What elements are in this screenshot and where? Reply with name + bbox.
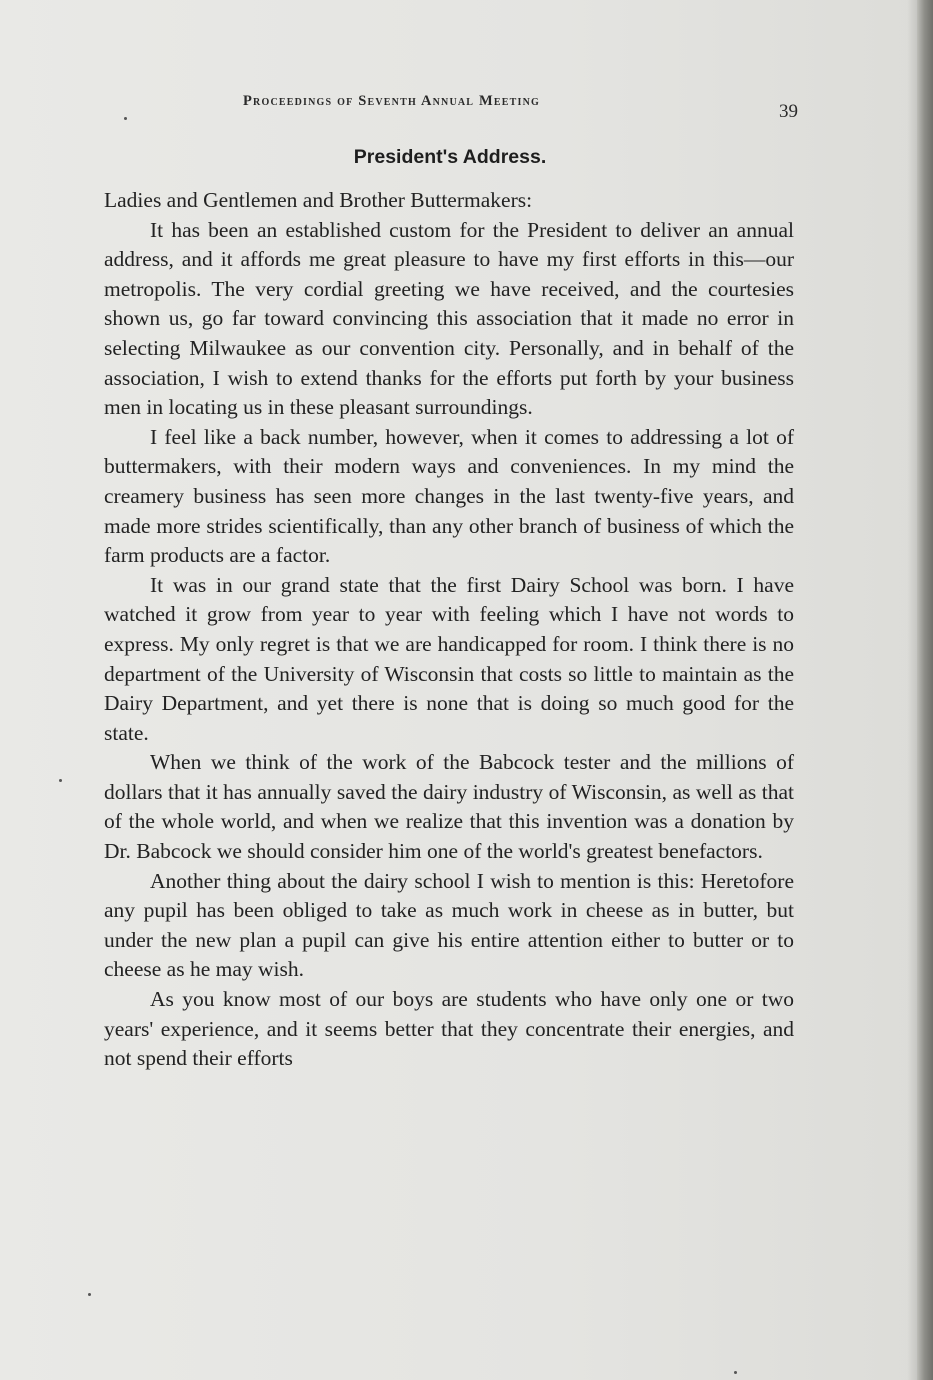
- salutation: Ladies and Gentlemen and Brother Buttermakers:: [104, 188, 533, 212]
- paper-speck: [734, 1371, 737, 1374]
- binding-edge: [917, 0, 933, 1380]
- body-text: [104, 186, 794, 1074]
- page-number: 39: [779, 101, 798, 122]
- paragraph-1: It has been an established custom for the President to deliver an annual address, and it affords me great pleasure to have my first efforts in this—our metropolis. The very cordial greeting we have received, and the courtesies shown us, go far toward convincing this association that it made no error in selecting Milwaukee as our convention city. Personally, and in behalf of the association, I wish to extend thanks for the efforts put forth by your business men in locating us in these pleasant surroundings.: [104, 217, 794, 420]
- running-head: Proceedings of Seventh Annual Meeting: [243, 93, 540, 109]
- paragraph-5: Another thing about the dairy school I wish to mention is this: Heretofore any pupil has been obliged to take as much work in cheese as in butter, but under the new plan a pupil can give his entire attention either to butter or to cheese as he may wish.: [104, 868, 794, 982]
- paper-speck: [59, 779, 62, 782]
- paragraph-6: As you know most of our boys are students who have only one or two years' experience, and it seems better that they concentrate their energies, and not spend their efforts: [104, 987, 794, 1071]
- paper-speck: [124, 117, 127, 120]
- paper-speck: [88, 1293, 91, 1296]
- paragraph-4: When we think of the work of the Babcock tester and the millions of dollars that it has annually saved the dairy industry of Wisconsin, as well as that of the whole world, and when we realize that this invention was a donation by Dr. Babcock we should consider him one of the world's greatest benefactors.: [104, 750, 794, 864]
- paragraph-2: I feel like a back number, however, when it comes to addressing a lot of buttermakers, with their modern ways and conveniences. In my mind the creamery business has seen more changes in the last twenty-five years, and made more strides scientifically, than any other branch of business of which the farm products are a factor.: [104, 424, 794, 568]
- binding-shadow: [907, 0, 917, 1380]
- address-title: President's Address.: [353, 146, 547, 168]
- paragraph-3: It was in our grand state that the first Dairy School was born. I have watched it grow from year to year with feeling which I have not words to express. My only regret is that we are handicapped for room. I think there is no department of the University of Wisconsin that costs so little to maintain as the Dairy Department, and yet there is none that is doing so much good for the state.: [104, 572, 794, 745]
